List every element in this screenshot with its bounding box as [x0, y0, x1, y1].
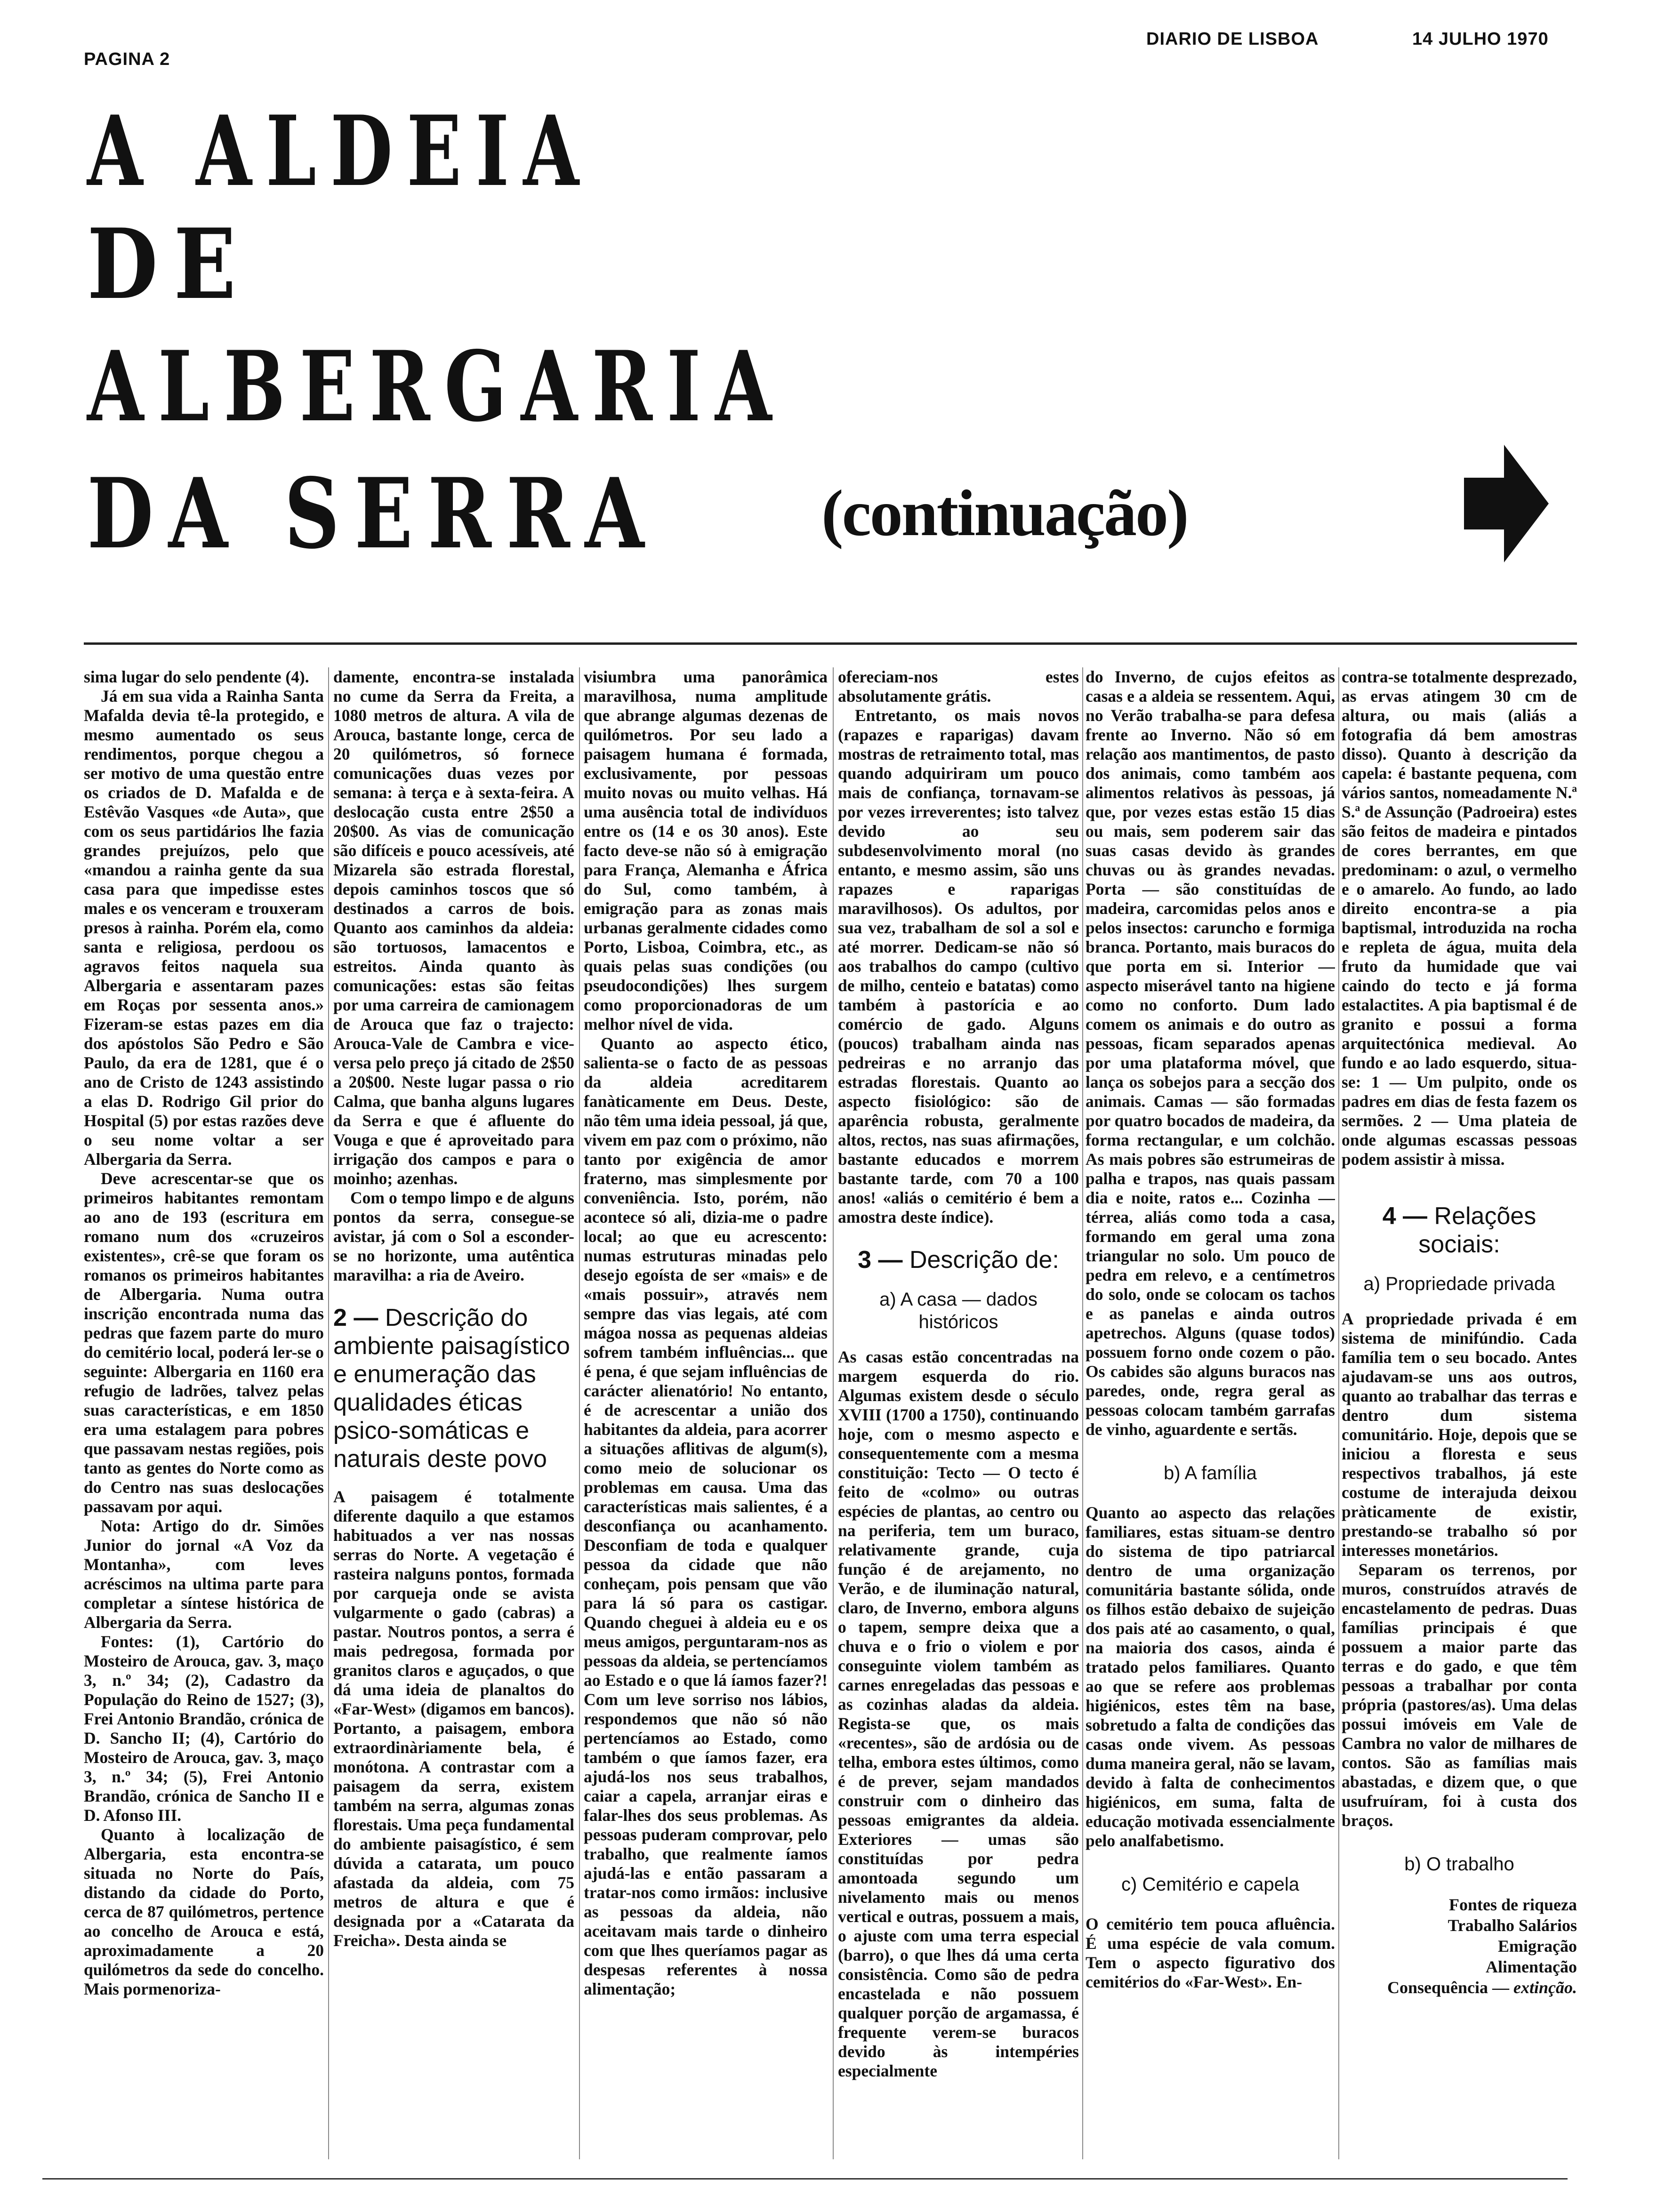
headline-line-2: DE [87, 208, 252, 321]
column-divider [1082, 667, 1083, 2159]
list-item [1342, 1915, 1577, 1956]
paragraph: Com o tempo limpo e de alguns pontos da serra, consegue-se avistar, já com o Sol a esconder-se no horizonte, uma autêntica maravilha: a ria de Aveiro. [333, 1188, 574, 1284]
bottom-rule [42, 2178, 1568, 2180]
list-item-text: extinção. [1513, 1978, 1577, 1997]
section-number: 3 — [858, 1246, 903, 1274]
paragraph: do Inverno, de cujos efeitos as casas e a aldeia se ressentem. Aqui, no Verão trabalha-se para defesa frente ao Inverno. Não só em relação aos mantimentos, de pasto dos animais, como também aos alimentos relativos às pessoas, já que, por vezes estas estão 15 dias ou mais, sem poderem sair das suas casas devido às grandes chuvas ou às grandes nevadas. Porta — são constituídas de madeira, carcomidas pelos anos e pelos insectos: caruncho e formiga branca. Portanto, mais buracos do que porta em si. Interior — aspecto miserável tanto na higiene como no conforto. Dum lado comem os animais e do outro as pessoas, ficam separados apenas por uma plataforma móvel, que lança os sobejos para a secção dos animais. Camas — são formadas por quatro bocados de madeira, da forma rectangular, e um colchão. As mais pobres são estrumeiras de palha e trapos, nas quais passam dia e noite, ratos e... Cozinha — térrea, aliás como toda a casa, formando em geral uma zona triangular no solo. Um pouco de pedra em relevo, e a centímetros do solo, onde se colocam os tachos e as panelas e ainda outros apetrechos. Alguns (quase todos) possuem forno onde cozem o pão. Os cabides são alguns buracos nas paredes, onde, regra geral as pessoas colocam também garrafas de vinho, aguardente e sertãs. [1086, 667, 1335, 1439]
section-heading-2 [333, 1304, 574, 1473]
subsection-heading [1342, 1853, 1577, 1875]
continuation-label: (continuação) [821, 477, 1188, 550]
subsection-title: A casa — dados históricos [900, 1289, 1038, 1332]
paragraph: A paisagem é totalmente diferente daquilo a que estamos habituados a ver nas nossas serras do Norte. A vegetação é rasteira nalguns pontos, formada por carqueja onde se avista vulgarmente o gado (cabras) a pastar. Noutros pontos, a serra é mais pedregosa, formada por granitos claros e aguçados, o que dá uma ideia de planaltos do «Far-West» (digamos em bancos). Portanto, a paisagem, embora extraordinàriamente bela, é monótona. A contrastar com a paisagem da serra, existem também na serra, algumas zonas florestais. Uma peça fundamental do ambiente paisagístico, é sem dúvida a catarata, um pouco afastada da aldeia, com 75 metros de altura e que é designada por a «Catarata da Freicha». Desta ainda se [333, 1487, 574, 1950]
section-title: Descrição do ambiente paisagístico e enumeração das qualidades éticas psico-somáticas e naturais deste povo [333, 1304, 570, 1473]
list-item: Fontes de riqueza [1449, 1895, 1577, 1914]
column-divider [579, 667, 580, 2159]
paragraph: Quanto ao aspecto das relações familiares, estas situam-se dentro do sistema de tipo patriarcal dentro de uma organização comunitária bastante sólida, onde os filhos estão debaixo de sujeição dos pais até ao casamento, o qual, na maioria dos casos, ainda é tratado pelos familiares. Quanto ao que se refere aos problemas higiénicos, estes têm na base, sobretudo a falta de condições das casas onde vivem. As pessoas duma maneira geral, não se lavam, devido à falta de conhecimentos higiénicos, em suma, falta de educação motivada essencialmente pelo analfabetismo. [1086, 1503, 1335, 1850]
paragraph: sima lugar do selo pendente (4). [84, 667, 309, 686]
subsection-title: Cemitério e capela [1142, 1874, 1299, 1895]
subsection-title: O trabalho [1426, 1854, 1514, 1875]
subsection-letter: c) [1121, 1874, 1137, 1895]
headline-line-1: A ALDEIA [87, 95, 593, 208]
list-item: Alimentação [1486, 1957, 1577, 1976]
headline-line-3: ALBERGARIA [87, 330, 786, 443]
article-column-2 [333, 667, 574, 2159]
paragraph: visiumbra uma panorâmica maravilhosa, numa amplitude que abrange algumas dezenas de quilómetros. Por seu lado a paisagem humana é formada, exclusivamente, por pessoas muito novas ou muito velhas. Há uma ausência total de indivíduos entre os (14 e os 30 anos). Este facto deve-se não só à emigração para França, Alemanha e África do Sul, como também, à emigração para as zonas mais urbanas geralmente cidades como Porto, Lisboa, Coimbra, etc., as quais pelas suas condições (ou pseudocondições) lhes surgem como proporcionadoras de um melhor nível de vida. [584, 667, 828, 1034]
article-column-4 [838, 667, 1079, 2159]
subsection-title: Propriedade privada [1385, 1274, 1555, 1294]
article-column-6 [1342, 667, 1577, 2159]
article-column-3 [584, 667, 828, 2159]
section-number: 4 — [1382, 1202, 1428, 1230]
paragraph: contra-se totalmente desprezado, as ervas atingem 30 cm de altura, ou mais (aliás a fotografia dá bem amostras disso). Quanto à descrição da capela: é bastante pequena, com vários santos, nomeadamente N.ª S.ª de Assunção (Padroeira) estes são feitos de madeira e pintados de cores berrantes, em que predominam: o azul, o vermelho e o amarelo. Ao fundo, ao lado direito encontra-se a pia baptismal, introduzida na rocha e repleta de água, muita dela fruto da humidade que vai caindo do tecto e já forma estalactites. A pia baptismal é de granito e possui a forma arquitectónica medieval. Ao fundo e ao lado esquerdo, situa-se: 1 — Um pulpito, onde os padres em dias de festa fazem os sermões. 2 — Uma plateia de onde algumas escassas pessoas podem assistir à missa. [1342, 667, 1577, 1169]
list-item-text: Consequência — [1387, 1978, 1510, 1997]
paragraph: Deve acrescentar-se que os primeiros habitantes remontam ao ano de 193 (escritura em romano num dos «cruzeiros existentes», crê-se que foram os romanos os primeiros habitantes de Albergaria. Numa outra inscrição encontrada numa das pedras que fazem parte do muro do cemitério local, poderá ler-se o seguinte: Albergaria en 1160 era refugio de ladrões, talvez pelas suas características, e em 1850 era uma estalagem para pobres que passavam nestas regiões, pois tanto as gentes do Norte como as do Centro nas suas deslocações passavam por aqui. [84, 1169, 324, 1516]
paragraph: ofereciam-nos estes absolutamente grátis. [838, 667, 1079, 705]
paragraph: O cemitério tem pouca afluência. É uma espécie de vala comum. Tem o aspecto figurativo dos cemitérios do «Far-West». En- [1086, 1915, 1335, 1991]
paragraph: Já em sua vida a Rainha Santa Mafalda devia tê-la protegido, e mesmo aumentado os seus rendimentos, porque chegou a ser motivo de uma questão entre os criados de D. Mafalda e de Estêvão Vasques «de Auta», que com os seus partidários lhe fazia grandes prejuízos, pelo que «mandou a rainha gente da sua casa para que impedisse estes males e os venceram e trouxeram presos à rainha. Porém ela, como santa e religiosa, perdoou os agravos feitos naquela sua Albergaria e assentaram pazes em Roças por sessenta anos.» Fizeram-se estas pazes em dia dos apóstolos São Pedro e São Paulo, da era de 1281, que é o ano de Cristo de 1243 assistindo a elas D. Rodrigo Gil prior do Hospital (5) por estas razões deve o seu nome voltar a ser Albergaria da Serra. [84, 687, 324, 1169]
paragraph: Entretanto, os mais novos (rapazes e raparigas) davam mostras de retraimento total, mas quando adquiriram um pouco mais de confiança, tornavam-se por vezes irreverentes; isto talvez devido ao seu subdesenvolvimento moral (no entanto, e mesmo assim, são uns rapazes e raparigas maravilhosos). Os adultos, por sua vez, trabalham de sol a sol e até morrer. Dedicam-se não só aos trabalhos do campo (cultivo de milho, centeio e batatas) como também à pastorícia e ao comércio de gado. Alguns (poucos) trabalham ainda nas pedreiras e no arranjo das estradas florestais. Quanto ao aspecto fisiológico: são de aparência robusta, geralmente altos, rectos, nas suas afirmações, bastante educados e morrem bastante tarde, com 70 a 100 anos! «aliás o cemitério é bem a amostra deste índice). [838, 706, 1079, 1226]
column-divider [328, 667, 329, 2159]
section-heading-4 [1342, 1202, 1577, 1258]
paragraph: damente, encontra-se instalada no cume da Serra da Freita, a 1080 metros de altura. A vila de Arouca, bastante longe, cerca de 20 quilómetros, só fornece comunicações duas vezes por semana: à terça e à sexta-feira. A deslocação custa entre 2$50 a 20$00. As vias de comunicação são difíceis e pouco acessíveis, até Mizarela são estrada florestal, depois caminhos toscos que só destinados a carros de bois. Quanto aos caminhos da aldeia: são tortuosos, lamacentos e estreitos. Ainda quanto às comunicações: estas são feitas por uma carreira de camionagem de Arouca que faz o trajecto: Arouca-Vale de Cambra e vice-versa pelo preço já citado de 2$50 a 20$00. Neste lugar passa o rio Calma, que banha alguns lugares da Serra e que é afluente do Vouga e que é aproveitado para irrigação dos campos e para o moinho; azenhas. [333, 667, 574, 1188]
column-divider [1338, 667, 1339, 2159]
subsection-letter: a) [879, 1289, 896, 1310]
paragraph: Quanto ao aspecto ético, salienta-se o facto de as pessoas da aldeia acreditarem fanàticamente em Deus. Deste, não têm uma ideia pessoal, já que, vivem em paz com o próximo, não tanto por exigência de amor fraterno, mas simplesmente por conveniência. Isto, porém, não acontece só ali, dizia-me o padre local; ao que eu acrescento: numas estruturas minadas pelo desejo egoísta de ser «mais» e de «mais possuir», através nem sempre das vias legais, até com mágoa nossa as pequenas aldeias sofrem também influências... que é pena, é que sejam influências de carácter alienatório! No entanto, é de acrescentar a união dos habitantes da aldeia, para acorrer a situações aflitivas de algum(s), como meio de solucionar os problemas em causa. Uma das características mais salientes, é a desconfiança ou acanhamento. Desconfiam de toda e qualquer pessoa da cidade que não conheçam, pois pensam que vão para lá só para os castigar. Quando cheguei à aldeia eu e os meus amigos, perguntaram-nos as pessoas da aldeia, se pertencíamos ao Estado e o que lá íamos fazer?! Com um leve sorriso nos lábios, respondemos que não só não pertencíamos ao Estado, como também o que íamos fazer, era ajudá-los nos seus trabalhos, caiar a capela, arranjar eiras e falar-lhes dos seus problemas. As pessoas puderam comprovar, pelo trabalho, que realmente íamos ajudá-las e então passaram a tratar-nos como irmãos: inclusive as pessoas da aldeia, não aceitavam mais tarde o dinheiro com que lhes queríamos pagar as despesas referentes à nossa alimentação; [584, 1034, 828, 1998]
subsection-heading [1086, 1462, 1335, 1484]
paragraph: Quanto à localização de Albergaria, esta encontra-se situada no Norte do País, distando da cidade do Porto, cerca de 87 quilómetros, pertence ao concelho de Arouca e está, aproximadamente a 20 quilómetros da sede do concelho. Mais pormenoriza- [84, 1825, 324, 1998]
section-title: Descrição de: [909, 1246, 1059, 1274]
paragraph: Fontes: (1), Cartório do Mosteiro de Arouca, gav. 3, maço 3, n.º 34; (2), Cadastro da População do Reino de 1527; (3), Frei Antonio Brandão, crónica de D. Sancho II; (4), Cartório do Mosteiro de Arouca, gav. 3, maço 3, n.º 34; (5), Frei Antonio Brandão, crónica de Sancho II e D. Afonso III. [84, 1632, 324, 1825]
list-item [1342, 1977, 1577, 1998]
paragraph: Separam os terrenos, por muros, construídos através de encastelamento de pedras. Duas famílias principais é que possuem a maior parte das terras e do gado, e que têm pessoas a trabalhar por conta própria (pastores/as). Uma delas possui imóveis em Vale de Cambra no valor de milhares de contos. São as famílias mais abastadas, e dizem que, o que usufruíram, foi à custa dos braços. [1342, 1560, 1577, 1830]
subsection-heading [1086, 1873, 1335, 1896]
subsection-heading [1342, 1273, 1577, 1295]
headline-line-4: DA SERRA [87, 457, 660, 570]
article-column-1 [84, 667, 324, 2159]
section-title: Relações sociais: [1418, 1202, 1536, 1258]
paragraph: A propriedade privada é em sistema de minifúndio. Cada família tem o seu bocado. Antes ajudavam-se uns aos outros, quanto ao trabalhar das terras e dentro dum sistema comunitário. Hoje, depois que se iniciou a floresta e seus respectivos trabalhos, já este costume de interajuda deixou pràticamente de existir, prestando-se trabalho só por interesses monetários. [1342, 1309, 1577, 1560]
subsection-letter: a) [1363, 1274, 1381, 1294]
subsection-letter: b) [1404, 1854, 1421, 1875]
paragraph: Nota: Artigo do dr. Simões Junior do jornal «A Voz da Montanha», com leves acréscimos na ultima parte para completar a síntese histórica de Albergaria da Serra. [84, 1516, 324, 1632]
section-heading-3 [838, 1246, 1079, 1274]
section-number: 2 — [333, 1304, 378, 1331]
subsection-letter: b) [1164, 1463, 1181, 1483]
subsection-title: A família [1184, 1463, 1257, 1483]
list-item-text: Trabalho Salários [1448, 1916, 1577, 1935]
column-divider [833, 667, 834, 2159]
right-arrow-icon [1464, 445, 1549, 562]
top-rule [84, 642, 1577, 645]
article-column-5 [1086, 667, 1335, 2159]
subsection-heading [838, 1288, 1079, 1333]
list-item-text: Emigração [1498, 1937, 1577, 1956]
page-number: PAGINA 2 [84, 49, 170, 69]
newspaper-name: DIARIO DE LISBOA [1146, 29, 1319, 49]
paragraph: As casas estão concentradas na margem esquerda do rio. Algumas existem desde o século XVIII (1700 a 1750), continuando hoje, com o mesmo aspecto e consequentemente com a mesma constituição: Tecto — O tecto é feito de «colmo» ou outras espécies de plantas, ao centro ou na periferia, tem um buraco, relativamente grande, cuja função é de arejamento, no Verão, e de iluminação natural, claro, de Inverno, embora alguns o tapem, sempre deixa que a chuva e o frio o violem e por conseguinte violem também as carnes enregeladas das pessoas e as cozinhas aladas da aldeia. Regista-se que, os mais «recentes», são de ardósia ou de telha, embora estes últimos, como é de prever, sejam mandados construir com o dinheiro das pessoas emigrantes da aldeia. Exteriores — umas são constituídas por pedra amontoada segundo um nivelamento mais ou menos vertical e outras, possuem a mais, o ajuste com uma terra especial (barro), o que lhes dá uma certa consistência. Como são de pedra encastelada e não possuem qualquer porção de argamassa, é frequente verem-se buracos devido às intempéries especialmente [838, 1347, 1079, 2080]
issue-date: 14 JULHO 1970 [1412, 29, 1549, 49]
